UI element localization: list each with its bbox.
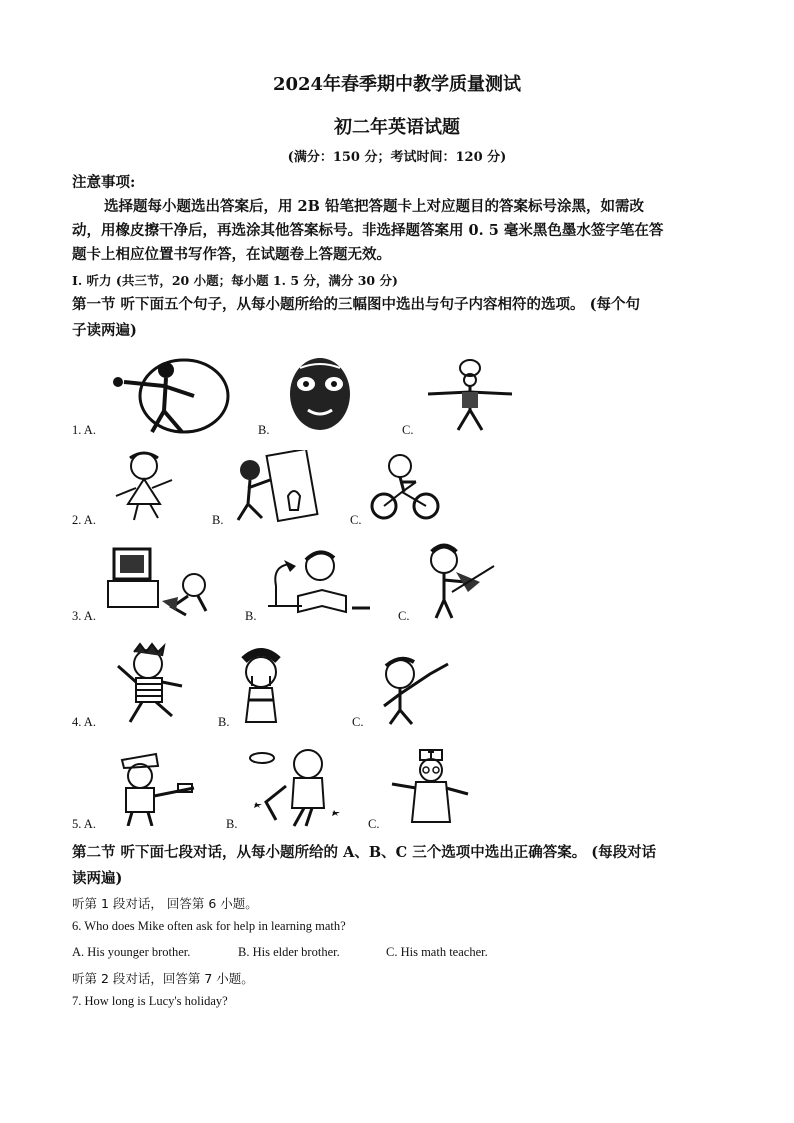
- policeman-icon: [108, 746, 198, 826]
- score-info: (满分：150 分；考试时间：120 分): [287, 150, 507, 165]
- dialog-1-intro: 听第 1 段对话， 回答第 6 小题。: [72, 896, 258, 911]
- notice-line-2: 动，用橡皮擦干净后，再选涂其他答案标号。非选择题答案用 0. 5 毫米黑色墨水签字笔在答: [72, 222, 664, 239]
- q4-label-a: 4. A.: [72, 715, 96, 729]
- reading-boy-icon: [262, 546, 374, 622]
- angry-man-icon: [374, 654, 454, 726]
- violin-icon: [422, 542, 498, 620]
- section2-instruction-1: 第二节 听下面七段对话，从每小题所给的 A、B、C 三个选项中选出正确答案。 (每段对话: [72, 844, 657, 861]
- q3-label-c: C.: [398, 609, 410, 623]
- section1-instruction-1: 第一节 听下面五个句子，从每小题所给的三幅图中选出与句子内容相符的选项。 (每个句: [72, 296, 640, 313]
- listening-heading: I. 听力 (共三节，20 小题；每小题 1. 5 分，满分 30 分): [72, 273, 398, 288]
- q1-label-b: B.: [258, 423, 270, 437]
- notice-heading: 注意事项:: [72, 174, 136, 191]
- dialog-2-intro: 听第 2 段对话，回答第 7 小题。: [72, 971, 254, 986]
- q3-label-a: 3. A.: [72, 609, 96, 623]
- q3-label-b: B.: [245, 609, 257, 623]
- q4-label-c: C.: [352, 715, 364, 729]
- q6-option-c: C. His math teacher.: [386, 945, 488, 959]
- q6-option-b: B. His elder brother.: [238, 945, 340, 959]
- crying-boy-icon: [236, 646, 286, 726]
- ballet-girl-icon: [108, 448, 184, 522]
- painting-boy-icon: [232, 450, 324, 524]
- astronaut-icon: [246, 746, 342, 828]
- section1-instruction-2: 子读两遍): [72, 322, 137, 339]
- q2-label-a: 2. A.: [72, 513, 96, 527]
- question-6: 6. Who does Mike often ask for help in learning math?: [72, 919, 346, 933]
- q2-label-b: B.: [212, 513, 224, 527]
- section2-instruction-2: 读两遍): [72, 870, 123, 887]
- q5-label-c: C.: [368, 817, 380, 831]
- doctor-icon: [388, 748, 474, 826]
- dancer-icon: [420, 358, 520, 434]
- tv-icon: [106, 545, 216, 621]
- cycling-girl-icon: [370, 452, 440, 522]
- q1-label-c: C.: [402, 423, 414, 437]
- page-subtitle: 初二年英语试题: [334, 117, 460, 138]
- q5-label-a: 5. A.: [72, 817, 96, 831]
- q5-label-b: B.: [226, 817, 238, 831]
- question-7: 7. How long is Lucy's holiday?: [72, 994, 228, 1008]
- happy-boy-icon: [112, 642, 192, 726]
- page-title: 2024年春季期中教学质量测试: [272, 74, 522, 95]
- notice-line-3: 题卡上相应位置书写作答，在试题卷上答题无效。: [72, 246, 391, 263]
- q2-label-c: C.: [350, 513, 362, 527]
- opera-mask-icon: [288, 356, 352, 432]
- tai-chi-icon: [104, 356, 230, 434]
- q4-label-b: B.: [218, 715, 230, 729]
- q6-option-a: A. His younger brother.: [72, 945, 191, 959]
- q1-label-a: 1. A.: [72, 423, 96, 437]
- notice-line-1: 选择题每小题选出答案后，用 2B 铅笔把答题卡上对应题目的答案标号涂黑，如需改: [104, 198, 644, 215]
